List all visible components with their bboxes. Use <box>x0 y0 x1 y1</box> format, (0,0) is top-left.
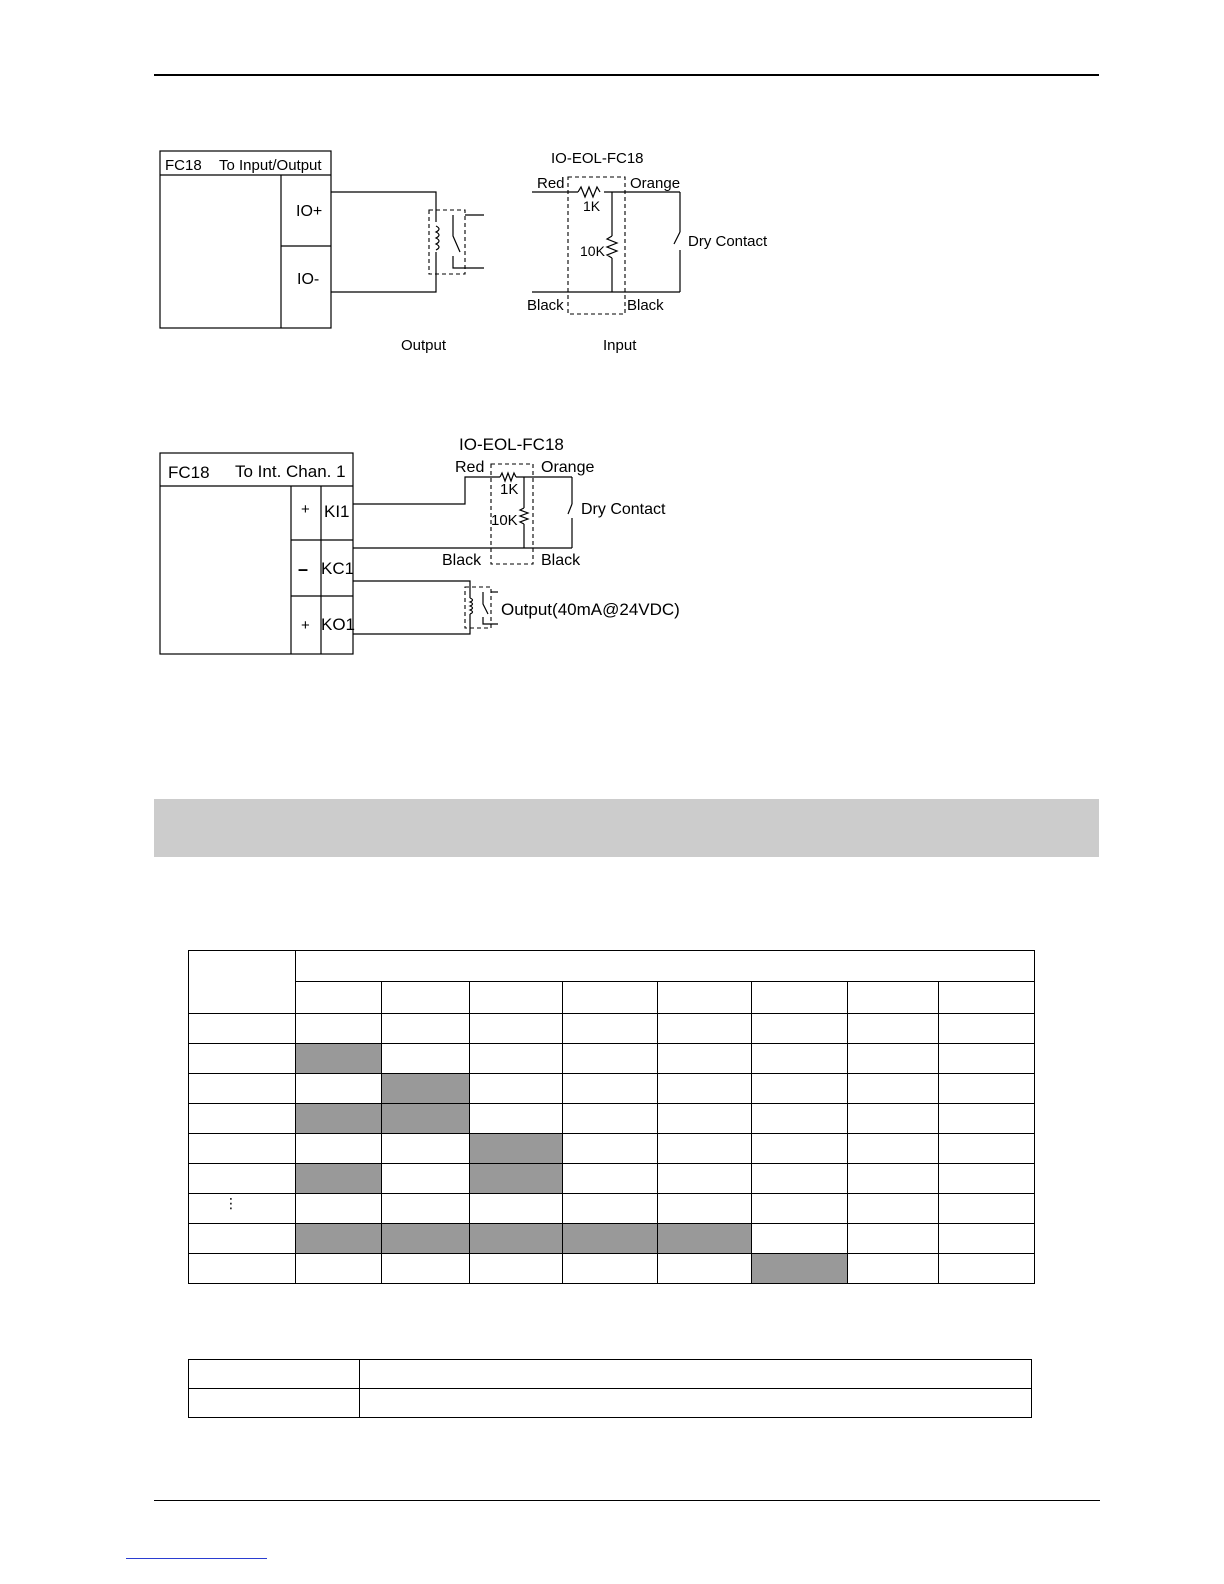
wire-orange-1: Orange <box>630 175 681 192</box>
bit-cell-filled <box>296 1224 382 1254</box>
bit-cell <box>658 1254 752 1284</box>
eol-title-2: IO-EOL-FC18 <box>459 435 564 454</box>
table-cell <box>189 1389 360 1418</box>
diagram-io-module <box>160 150 768 354</box>
bit-cell <box>563 1134 658 1164</box>
terminal-io-plus: IO+ <box>296 203 323 220</box>
column-header <box>382 982 470 1014</box>
wire-red-2: Red <box>455 459 485 476</box>
wire-red-1: Red <box>537 175 565 192</box>
bit-cell <box>939 1104 1035 1134</box>
bit-cell <box>563 1074 658 1104</box>
bit-cell <box>382 1254 470 1284</box>
table-row <box>189 1224 1035 1254</box>
table-row <box>189 1194 1035 1224</box>
terminal-kc1: KC1 <box>321 559 355 578</box>
table-row <box>189 1360 1032 1389</box>
bit-cell <box>658 1164 752 1194</box>
legend-table <box>188 1359 1032 1418</box>
row-label-cell <box>189 1224 296 1254</box>
bit-cell <box>848 1074 939 1104</box>
bit-cell-filled <box>470 1164 563 1194</box>
row-ellipsis: ⋮ <box>224 1195 238 1211</box>
bit-cell <box>848 1254 939 1284</box>
bit-cell <box>658 1074 752 1104</box>
dry-contact-icon-2 <box>568 477 572 548</box>
bit-cell <box>939 1044 1035 1074</box>
bit-cell-filled <box>382 1224 470 1254</box>
bit-cell-filled <box>296 1104 382 1134</box>
bit-cell-filled <box>752 1254 848 1284</box>
bit-cell <box>752 1194 848 1224</box>
row-label-cell <box>189 1014 296 1044</box>
bit-cell <box>563 1104 658 1134</box>
footer-link-underline <box>126 1558 267 1559</box>
bit-cell <box>848 1164 939 1194</box>
table-row <box>189 1104 1035 1134</box>
wire-orange-2: Orange <box>541 459 595 476</box>
caption-output: Output <box>401 337 447 354</box>
bit-cell <box>752 1164 848 1194</box>
table-header-group <box>296 951 1035 982</box>
module-name-1: FC18 <box>165 157 202 174</box>
table-header-row <box>189 951 1035 982</box>
bit-cell <box>563 1164 658 1194</box>
table-row <box>189 1134 1035 1164</box>
column-header <box>658 982 752 1014</box>
bit-cell <box>848 1134 939 1164</box>
column-header <box>848 982 939 1014</box>
column-header <box>939 982 1035 1014</box>
bit-cell <box>563 1044 658 1074</box>
bit-cell-filled <box>382 1104 470 1134</box>
bit-cell <box>658 1044 752 1074</box>
bit-cell <box>563 1254 658 1284</box>
bit-cell <box>848 1104 939 1134</box>
bit-cell-filled <box>382 1074 470 1104</box>
resistor-1k-label-2: 1K <box>500 481 519 498</box>
section-heading-bar <box>154 799 1099 857</box>
bit-cell <box>470 1194 563 1224</box>
row-label-cell <box>189 1134 296 1164</box>
row-label-cell <box>189 1044 296 1074</box>
table-row <box>189 1074 1035 1104</box>
bit-cell-filled <box>296 1044 382 1074</box>
bit-cell <box>658 1014 752 1044</box>
bit-cell <box>939 1254 1035 1284</box>
resistor-10k-label-2: 10K <box>491 512 518 529</box>
bit-cell <box>752 1104 848 1134</box>
bit-cell <box>382 1164 470 1194</box>
resistor-1k-icon <box>578 187 600 197</box>
wire-black-right-2: Black <box>541 552 581 569</box>
terminal-ki1: KI1 <box>324 502 350 521</box>
fc18-module-box <box>160 151 331 328</box>
bit-cell <box>752 1044 848 1074</box>
row-label-cell <box>189 1254 296 1284</box>
column-header <box>470 982 563 1014</box>
terminal-io-minus: IO- <box>297 271 320 288</box>
bit-cell <box>752 1074 848 1104</box>
bit-cell <box>752 1014 848 1044</box>
bit-cell <box>939 1014 1035 1044</box>
bit-pattern-table <box>188 950 1035 1284</box>
bit-cell <box>848 1194 939 1224</box>
bit-cell <box>296 1254 382 1284</box>
wire-black-right-1: Black <box>627 297 664 314</box>
bit-cell <box>658 1194 752 1224</box>
sign-ko: + <box>301 617 310 634</box>
bit-cell <box>470 1014 563 1044</box>
bit-cell <box>382 1014 470 1044</box>
bit-cell <box>470 1044 563 1074</box>
bit-cell <box>296 1194 382 1224</box>
column-header <box>563 982 658 1014</box>
table-row <box>189 1389 1032 1418</box>
eol-module-1 <box>527 150 768 314</box>
bit-cell <box>470 1254 563 1284</box>
bit-cell <box>382 1134 470 1164</box>
bit-cell <box>939 1164 1035 1194</box>
bit-cell <box>848 1224 939 1254</box>
column-header <box>296 982 382 1014</box>
dry-contact-icon <box>674 192 680 292</box>
eol-title-1: IO-EOL-FC18 <box>551 150 644 167</box>
bit-cell-filled <box>470 1224 563 1254</box>
bit-cell <box>382 1044 470 1074</box>
table-cell <box>189 1360 360 1389</box>
bit-cell <box>563 1194 658 1224</box>
sign-ki: + <box>301 501 310 518</box>
table-row <box>189 1044 1035 1074</box>
footer-rule <box>154 1500 1100 1501</box>
resistor-1k-label-1: 1K <box>583 198 601 214</box>
bit-cell <box>752 1224 848 1254</box>
row-label-cell <box>189 1074 296 1104</box>
eol-module-2 <box>442 435 666 569</box>
dry-contact-label-2: Dry Contact <box>581 501 666 518</box>
terminal-ko1: KO1 <box>321 615 356 634</box>
row-label-cell <box>189 1194 296 1224</box>
bit-cell-filled <box>563 1224 658 1254</box>
module-name-2: FC18 <box>168 463 210 482</box>
bit-cell <box>848 1044 939 1074</box>
table-cell <box>360 1360 1032 1389</box>
bit-cell-filled <box>658 1224 752 1254</box>
relay-coil-icon <box>429 210 484 274</box>
sign-kc: – <box>298 559 309 579</box>
table-header-columns <box>189 982 1035 1014</box>
wire-black-left-1: Black <box>527 297 564 314</box>
module-subtitle-1: To Input/Output <box>219 157 322 174</box>
bit-cell <box>563 1014 658 1044</box>
bit-cell-filled <box>296 1164 382 1194</box>
bit-cell <box>658 1134 752 1164</box>
table-row <box>189 1254 1035 1284</box>
output-rating-label: Output(40mA@24VDC) <box>501 600 680 619</box>
bit-cell <box>658 1104 752 1134</box>
bit-cell <box>296 1014 382 1044</box>
dry-contact-label-1: Dry Contact <box>688 233 768 250</box>
table-cell <box>360 1389 1032 1418</box>
bit-cell <box>939 1224 1035 1254</box>
table-row <box>189 1014 1035 1044</box>
resistor-10k-icon-2 <box>520 508 528 524</box>
wire-black-left-2: Black <box>442 552 482 569</box>
column-header <box>752 982 848 1014</box>
resistor-10k-label-1: 10K <box>580 243 605 259</box>
bit-cell <box>752 1134 848 1164</box>
bit-cell <box>296 1134 382 1164</box>
bit-cell <box>939 1194 1035 1224</box>
bit-cell <box>939 1134 1035 1164</box>
resistor-1k-icon-2 <box>500 473 516 481</box>
bit-cell <box>296 1074 382 1104</box>
table-header-corner <box>189 951 296 1014</box>
bit-cell <box>848 1014 939 1044</box>
bit-cell <box>470 1074 563 1104</box>
bit-cell <box>470 1104 563 1134</box>
diagram-int-channel <box>160 435 680 654</box>
table-row <box>189 1164 1035 1194</box>
module-subtitle-2: To Int. Chan. 1 <box>235 462 346 481</box>
row-label-cell <box>189 1104 296 1134</box>
row-label-cell <box>189 1164 296 1194</box>
resistor-10k-icon <box>607 236 617 258</box>
bit-cell-filled <box>470 1134 563 1164</box>
bit-cell <box>382 1194 470 1224</box>
bit-cell <box>939 1074 1035 1104</box>
caption-input: Input <box>603 337 637 354</box>
